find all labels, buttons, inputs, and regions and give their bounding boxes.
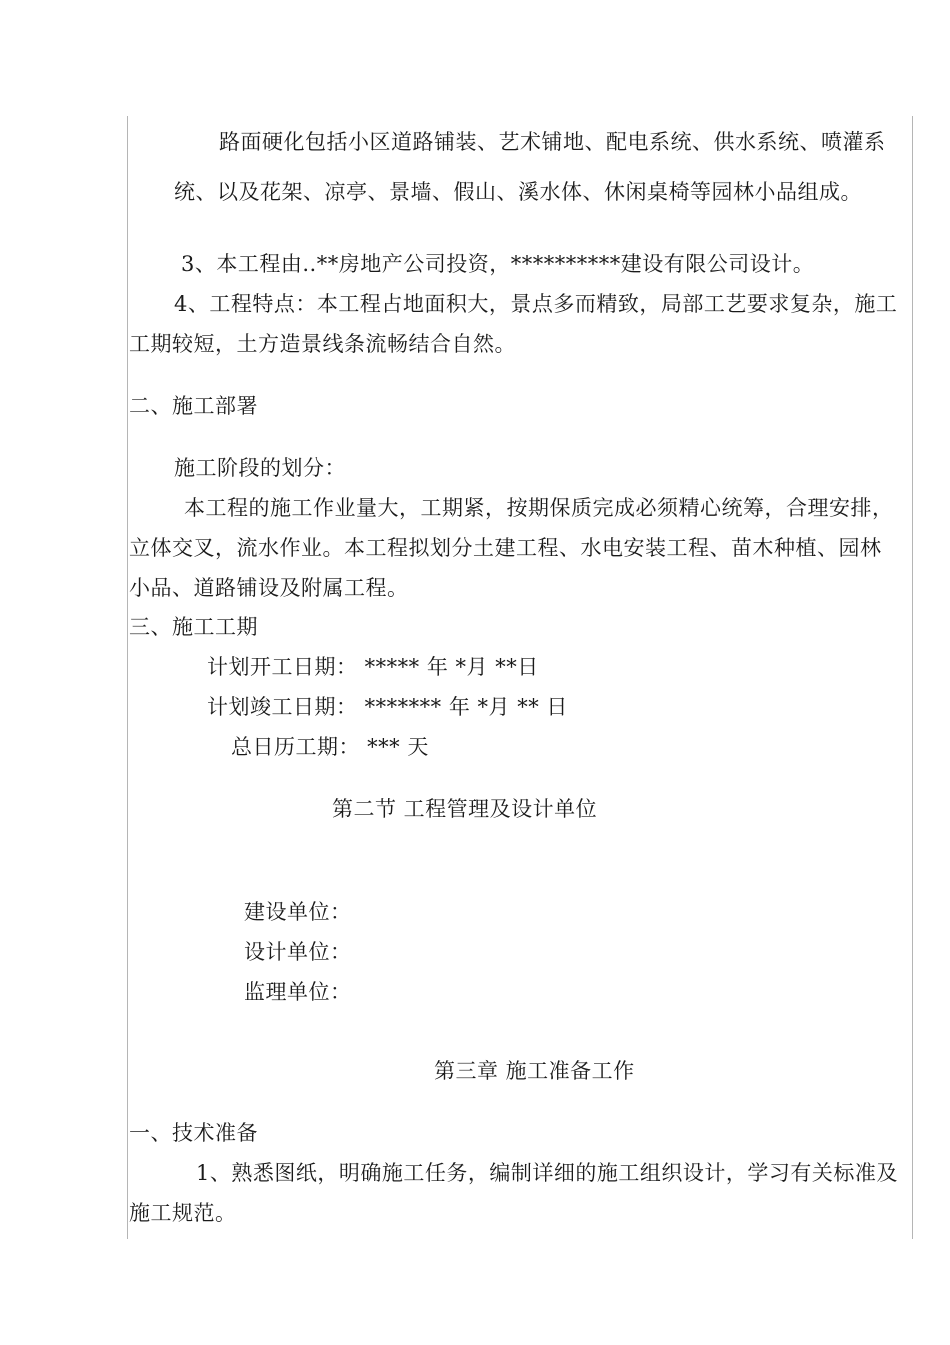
total-days-line: 总日历工期： *** 天: [231, 735, 429, 759]
paragraph-line: 本工程的施工作业量大，工期紧，按期保质完成必须精心统筹，合理安排，: [184, 496, 894, 520]
list-item-1-continued: 施工规范。: [129, 1201, 237, 1225]
paragraph-line: 路面硬化包括小区道路铺装、艺术铺地、配电系统、供水系统、喷灌系: [219, 130, 886, 154]
page-border-right: [912, 116, 913, 1239]
chapter-title: 第三章 施工准备工作: [434, 1059, 635, 1083]
builder-label: 建设单位：: [244, 900, 352, 924]
end-date-line: 计划竣工日期： ******* 年 *月 ** 日: [207, 695, 568, 719]
designer-label: 设计单位：: [244, 940, 352, 964]
page-border-left: [127, 116, 128, 1239]
subheading-stage-division: 施工阶段的划分：: [174, 456, 346, 480]
section-title-management: 第二节 工程管理及设计单位: [332, 797, 598, 821]
section-heading-schedule: 三、施工工期: [129, 615, 258, 639]
paragraph-line: 立体交叉，流水作业。本工程拟划分土建工程、水电安装工程、苗木种植、园林: [129, 536, 882, 560]
list-item-4-continued: 工期较短，土方造景线条流畅结合自然。: [129, 332, 516, 356]
list-item-4: 4、工程特点：本工程占地面积大，景点多而精致，局部工艺要求复杂，施工: [174, 292, 898, 316]
section-heading-deployment: 二、施工部署: [129, 394, 258, 418]
list-item-3: 3、本工程由..**房地产公司投资，**********建设有限公司设计。: [181, 252, 815, 276]
supervisor-label: 监理单位：: [244, 980, 352, 1004]
start-date-line: 计划开工日期： ***** 年 *月 **日: [207, 655, 539, 679]
list-item-1: 1、熟悉图纸，明确施工任务，编制详细的施工组织设计，学习有关标准及: [196, 1161, 898, 1185]
paragraph-line: 小品、道路铺设及附属工程。: [129, 576, 409, 600]
paragraph-line: 统、以及花架、凉亭、景墙、假山、溪水体、休闲桌椅等园林小品组成。: [174, 180, 862, 204]
section-heading-technical: 一、技术准备: [129, 1121, 258, 1145]
